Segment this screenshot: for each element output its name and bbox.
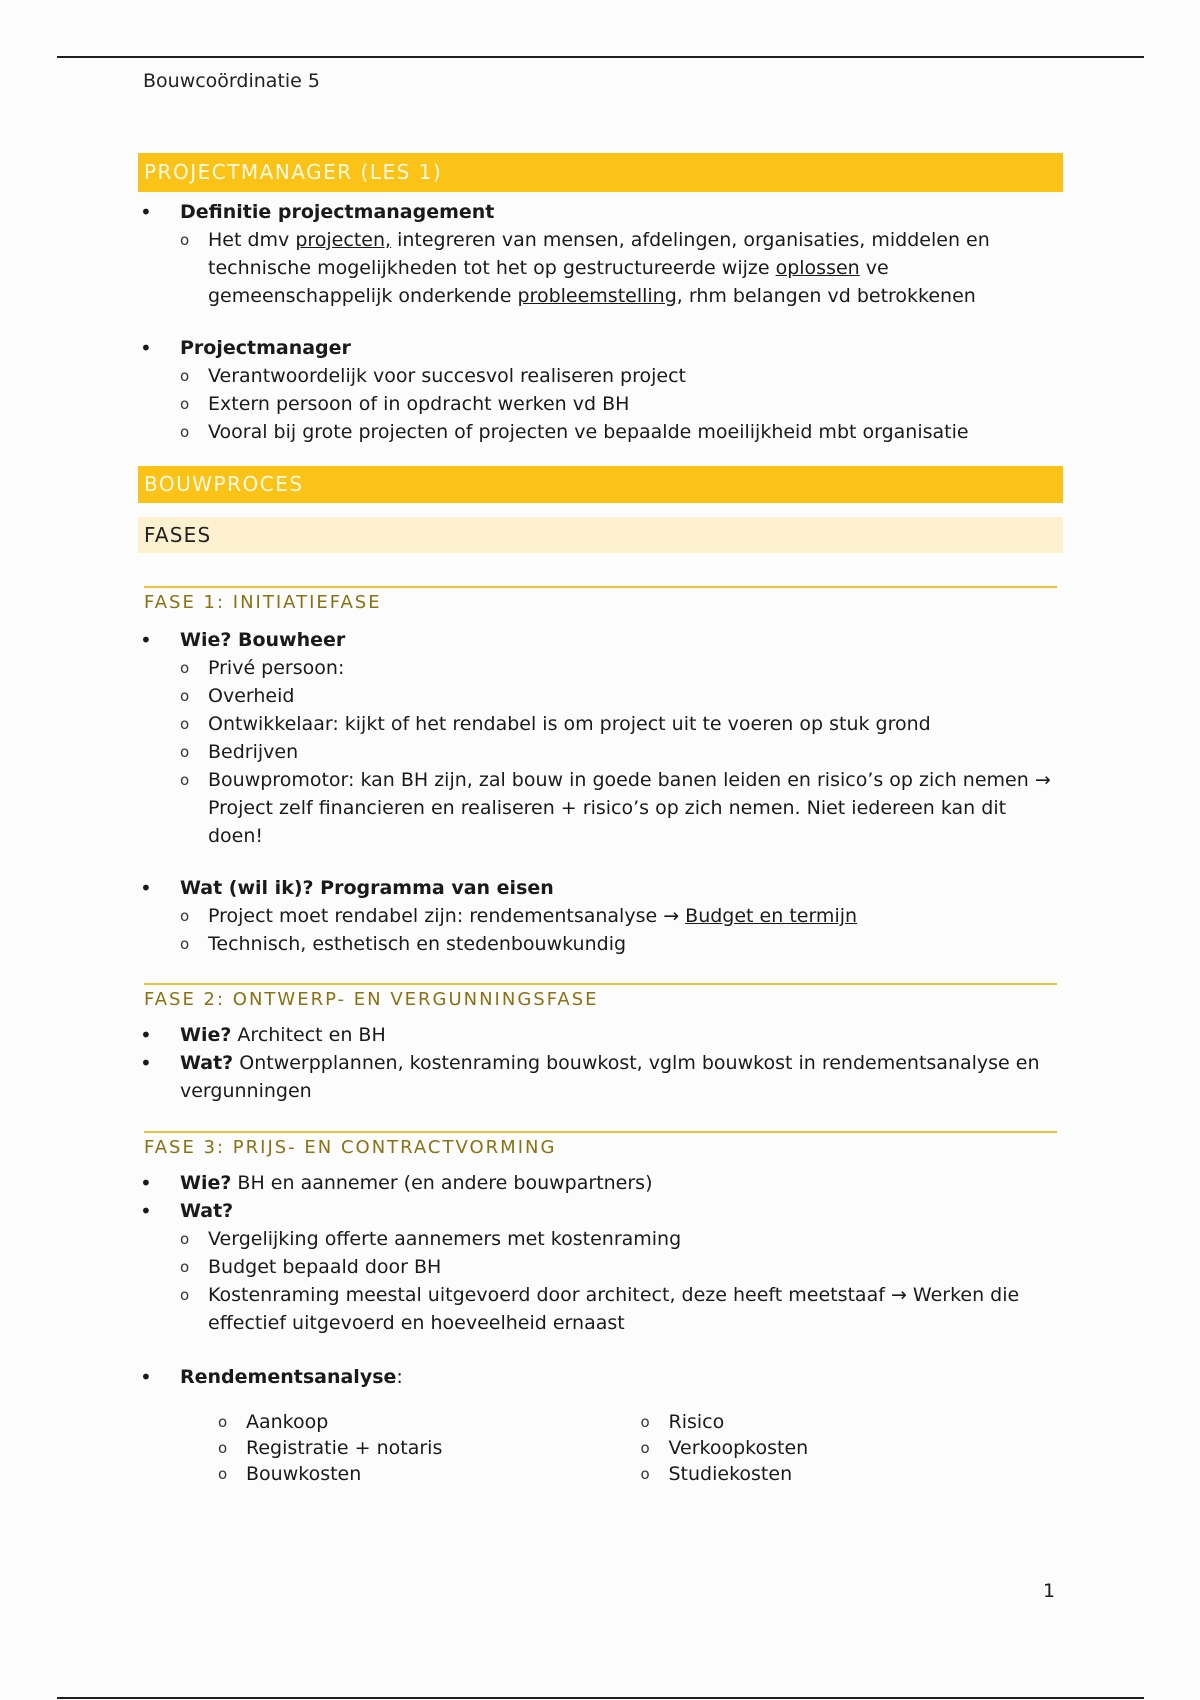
sub-list	[180, 362, 1063, 446]
item-title: Definitie projectmanagement	[180, 201, 495, 223]
list-item: o Kostenraming meestal uitgevoerd door architect, deze heeft meetstaaf → Werken die effectief uitgevoerd en hoeveelheid ernaast	[180, 1281, 1063, 1337]
text: integreren van mensen, afdelingen, organisaties, middelen en technische mogelijkheden tot het op gestructureerde wijze	[208, 229, 990, 279]
list-item: o Extern persoon of in opdracht werken vd BH	[180, 390, 1063, 418]
text: Architect en BH	[231, 1024, 386, 1046]
text: Ontwerpplannen, kostenraming bouwkost, vglm bouwkost in rendementsanalyse en vergunningen	[180, 1052, 1040, 1102]
text: BH en aannemer (en andere bouwpartners)	[231, 1172, 653, 1194]
underlined-term: oplossen	[775, 257, 860, 279]
list-item	[138, 1049, 1063, 1105]
text: ve gemeenschappelijk onderkende	[208, 257, 889, 307]
sub-list	[180, 654, 1063, 850]
list-item	[138, 874, 1063, 958]
rendement-right-list	[641, 1409, 1064, 1487]
label: Wat?	[180, 1052, 234, 1074]
sub-list	[180, 902, 1063, 958]
header-rule	[57, 56, 1144, 58]
definition-text	[180, 226, 1063, 310]
list-item: o Verantwoordelijk voor succesvol realiseren project	[180, 362, 1063, 390]
underlined-term: probleemstelling	[517, 285, 677, 307]
text: Het dmv	[208, 229, 296, 251]
footer-rule	[57, 1697, 1144, 1699]
list-item: o Bedrijven	[180, 738, 1063, 766]
sub-list	[180, 226, 1063, 310]
list-item: o Technisch, esthetisch en stedenbouwkundig	[180, 930, 1063, 958]
text: Project moet rendabel zijn: rendementsanalyse →	[208, 905, 686, 927]
fase2-heading: FASE 2: ONTWERP- EN VERGUNNINGSFASE	[144, 983, 1057, 1013]
section-heading-projectmanager: PROJECTMANAGER (LES 1)	[138, 153, 1063, 192]
item-title: Wie? Bouwheer	[180, 629, 346, 651]
list-item	[138, 1169, 1063, 1197]
rendement-columns	[218, 1409, 1063, 1487]
section-heading-bouwproces: BOUWPROCES	[138, 466, 1063, 503]
fase2-list	[138, 1021, 1063, 1105]
list-item: o Privé persoon:	[180, 654, 1063, 682]
list-item: o Overheid	[180, 682, 1063, 710]
list-item: o Ontwikkelaar: kijkt of het rendabel is om project uit te voeren op stuk grond	[180, 710, 1063, 738]
underlined-term: projecten,	[295, 229, 392, 251]
list-item: o Budget bepaald door BH	[180, 1253, 1063, 1281]
list-item	[138, 1021, 1063, 1049]
list-item: o Bouwkosten	[218, 1461, 641, 1487]
list-item: o Aankoop	[218, 1409, 641, 1435]
text: , rhm belangen vd betrokkenen	[676, 285, 976, 307]
subheading-fases: FASES	[138, 517, 1063, 553]
page-content	[138, 153, 1063, 1487]
fase3-list	[138, 1169, 1063, 1391]
list-item: o Bouwpromotor: kan BH zijn, zal bouw in goede banen leiden en risico’s op zich nemen → Project zelf financieren en realiseren + risico’s op zich nemen. Niet iedereen kan dit doen!	[180, 766, 1063, 850]
list-item	[138, 626, 1063, 850]
sub-list	[180, 1225, 1063, 1337]
fase1-heading: FASE 1: INITIATIEFASE	[144, 586, 1057, 616]
list-item	[180, 902, 1063, 930]
label: Wie?	[180, 1172, 232, 1194]
list-item: o Vooral bij grote projecten of projecten ve bepaalde moeilijkheid mbt organisatie	[180, 418, 1063, 446]
list-item	[138, 1197, 1063, 1337]
text: :	[396, 1366, 403, 1388]
list-item	[138, 198, 1063, 310]
definition-list	[138, 198, 1063, 310]
list-item: o Registratie + notaris	[218, 1435, 641, 1461]
item-title: Rendementsanalyse	[180, 1366, 397, 1388]
page-number: 1	[1043, 1580, 1056, 1602]
fase1-list	[138, 626, 1063, 958]
item-title: Wat (wil ik)? Programma van eisen	[180, 877, 554, 899]
document-header: Bouwcoördinatie 5	[143, 70, 320, 92]
item-title: Projectmanager	[180, 337, 351, 359]
label: Wat?	[180, 1200, 234, 1222]
underlined-term: Budget en termijn	[685, 905, 858, 927]
projectmanager-list	[138, 334, 1063, 446]
fase3-heading: FASE 3: PRIJS- EN CONTRACTVORMING	[144, 1131, 1057, 1161]
rendement-left-list	[218, 1409, 641, 1487]
list-item: o Risico	[641, 1409, 1064, 1435]
label: Wie?	[180, 1024, 232, 1046]
list-item	[138, 334, 1063, 446]
list-item	[138, 1363, 1063, 1391]
list-item: o Vergelijking offerte aannemers met kostenraming	[180, 1225, 1063, 1253]
list-item: o Verkoopkosten	[641, 1435, 1064, 1461]
list-item: o Studiekosten	[641, 1461, 1064, 1487]
